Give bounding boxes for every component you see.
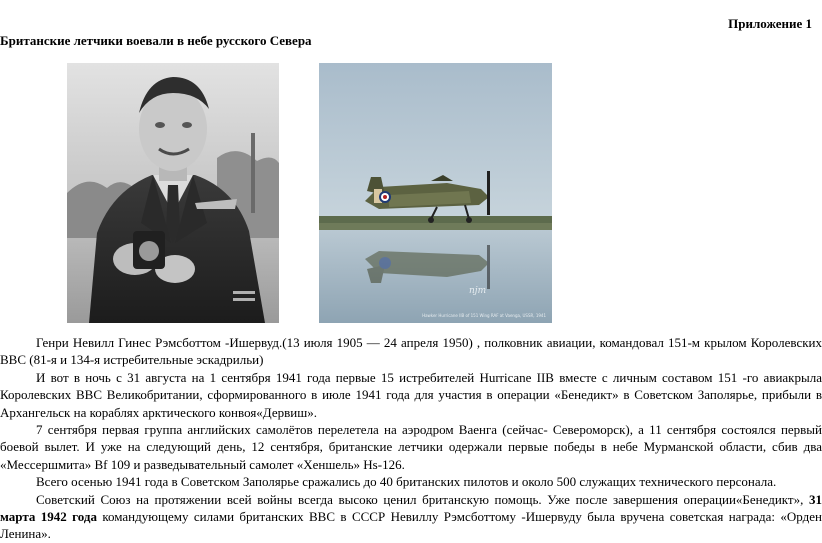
photo-caption: Hawker Hurricane IIB of 151 Wing RAF at Vaenga, USSR, 1941 bbox=[422, 313, 546, 318]
pilot-portrait-photo bbox=[67, 63, 279, 323]
award-text-after: командующему силами британских ВВС в СССР Невиллу Рэмсботтому -Ишервуду была вручена советская награда: «Орден Ленина». bbox=[0, 509, 822, 542]
document-title: Британские летчики воевали в небе русского Севера bbox=[0, 33, 312, 48]
paragraph-arrival: И вот в ночь с 31 августа на 1 сентября 1941 года первые 15 истребителей Hurricane IIB вместе с личным составом 151 -го авиакрыла Королевских ВВС Великобритании, сформированного в июле 1941 года для участия в операции «Бенедикт» в Советском Заполярье, прибыли в Архангельск на кораблях арктического конвоя«Дервиш». bbox=[0, 369, 822, 420]
hurricane-aircraft-photo bbox=[319, 63, 552, 323]
hurricane-aircraft-image bbox=[319, 63, 552, 323]
award-date: 31 марта 1942 года bbox=[0, 491, 822, 525]
award-text-before: Советский Союз на протяжении всей войны всегда высоко ценил британскую помощь. Уже после завершения операции«Бенедикт», bbox=[36, 491, 809, 507]
paragraph-first-victories: 7 сентября первая группа английских самолётов перелетела на аэродром Ваенга (сейчас- Североморск), а 11 сентября состоялся первый боевой вылет. И уже на следующий день, 12 сентября, британские летчики одержали первые победы в небе Мурманской области, сбив два «Мессершмита» Bf 109 и разведывательный самолет «Хеншель» Hs-126. bbox=[0, 422, 822, 472]
pilot-portrait-image bbox=[67, 63, 279, 323]
paragraph-personnel: Всего осенью 1941 года в Советском Заполярье сражались до 40 британских пилотов и около 500 служащих технического персонала. bbox=[36, 474, 777, 490]
body-text bbox=[0, 334, 822, 543]
appendix-label: Приложение 1 bbox=[728, 16, 812, 31]
photo-signature: njm bbox=[469, 286, 487, 296]
paragraph-biography: Генри Невилл Гинес Рэмсботтом -Ишервуд.(13 июля 1905 — 24 апреля 1950) , полковник авиации, командовал 151-м крылом Королевских ВВС (81-я и 134-я истребительные эскадрильи) bbox=[0, 335, 822, 368]
paragraph-award bbox=[0, 491, 822, 543]
